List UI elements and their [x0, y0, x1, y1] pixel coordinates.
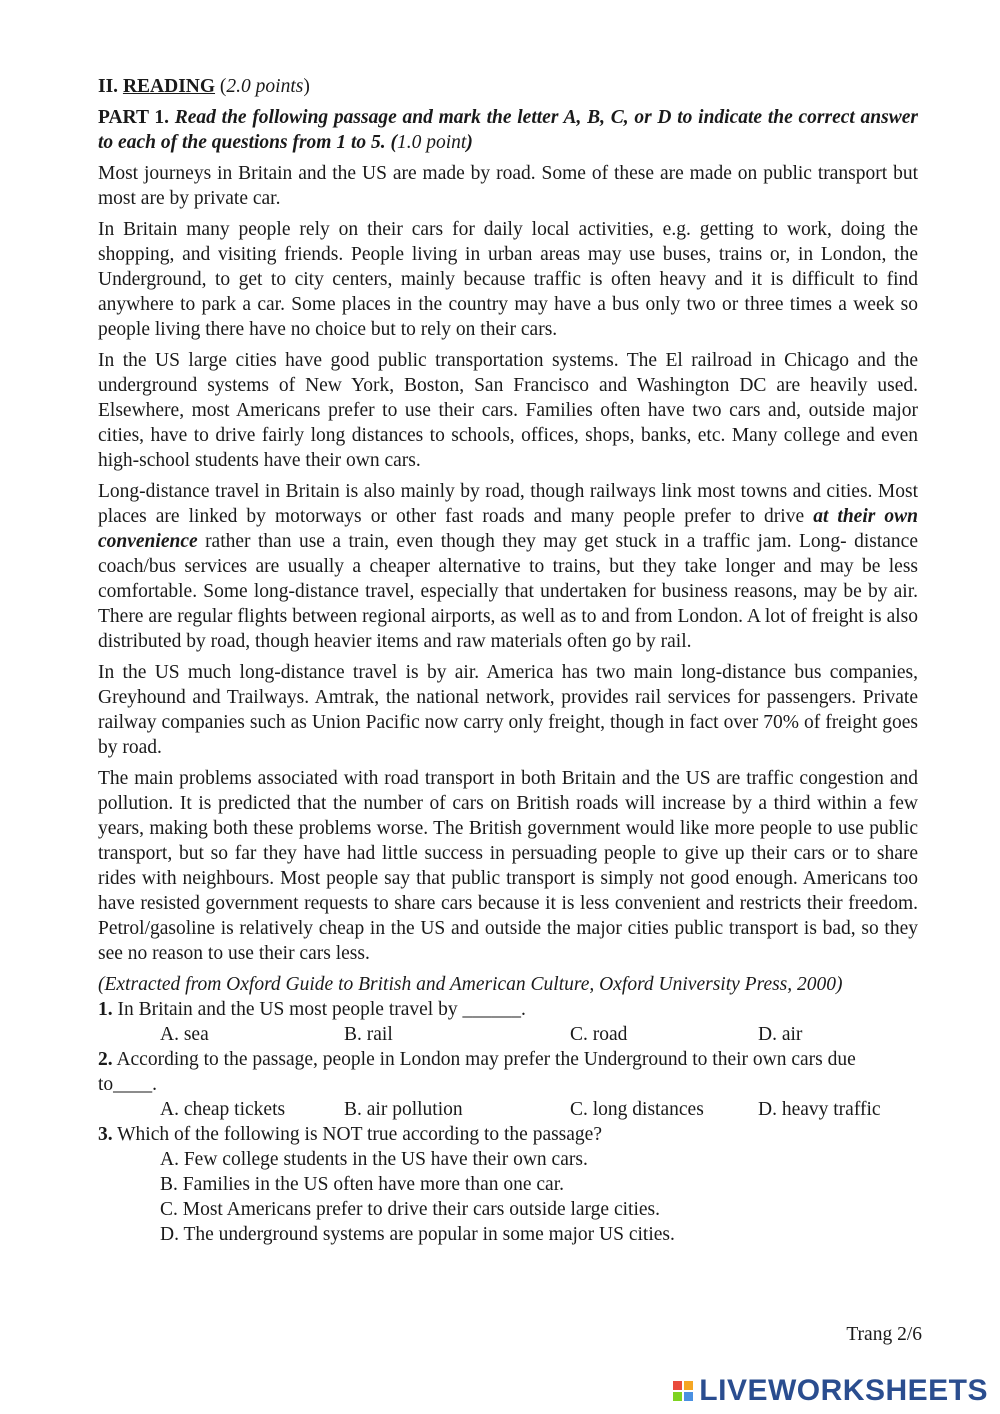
- question-1: [98, 997, 918, 1047]
- passage-paragraph-4: [98, 479, 918, 654]
- passage-p4-after: rather than use a train, even though they may get stuck in a traffic jam. Long- distance coach/bus services are usually a cheaper alternative to trains, but they take longer and may be less comfortable. Some long-distance travel, especially that undertaken for business reasons, may be by air. There are regular flights between regional airports, as well as to and from London. A lot of freight is also distributed by road, though heavier items and raw materials often go by rail.: [98, 531, 918, 652]
- question-2: [98, 1047, 918, 1122]
- logo-square-3: [673, 1392, 682, 1401]
- passage-paragraph-6: The main problems associated with road transport in both Britain and the US are traffic congestion and pollution. It is predicted that the number of cars on British roads will increase by a third within a few years, making both these problems worse. The British government would like more people to use public transport, but so far they have had little success in persuading people to give up their cars or to share rides with neighbours. Most people say that public transport is simply not good enough. Americans too have resisted government requests to share cars because it is less convenient and restricts their freedom. Petrol/gasoline is relatively cheap in the US and outside the major cities public transport is bad, so they see no reason to use their cars less.: [98, 768, 918, 964]
- liveworksheets-logo-text: LIVEWORKSHEETS: [699, 1374, 988, 1407]
- passage-paragraph-5: In the US much long-distance travel is by air. America has two main long-distance bus companies, Greyhound and Trailways. Amtrak, the national network, provides rail services for passengers. Private railway companies such as Union Pacific now carry only freight, though in fact over 70% of freight goes by road.: [98, 662, 918, 758]
- part1-instruction-text: Read the following passage and mark the letter A, B, C, or D to indicate the correct answer to each of the questions from 1 to 5. (: [98, 107, 918, 153]
- option-c[interactable]: C. long distances: [570, 1099, 704, 1120]
- question-options: [98, 1097, 918, 1122]
- section-title: II. READING (2.0 points): [98, 76, 310, 97]
- worksheet-page: [98, 74, 918, 1247]
- question-number: 2.: [98, 1049, 113, 1070]
- option-c[interactable]: C. road: [570, 1024, 628, 1045]
- passage-citation: (Extracted from Oxford Guide to British and American Culture, Oxford University Press, 2000): [98, 974, 843, 995]
- logo-square-4: [684, 1392, 693, 1401]
- liveworksheets-logo[interactable]: [673, 1374, 988, 1408]
- question-text: In Britain and the US most people travel by ______.: [117, 999, 526, 1020]
- part1-instruction-points: 1.0 point: [397, 132, 467, 153]
- question-text: According to the passage, people in London may prefer the Underground to their own cars due to____.: [98, 1049, 856, 1095]
- option-c[interactable]: C. Most Americans prefer to drive their cars outside large cities.: [160, 1199, 660, 1220]
- part1-label: PART 1.: [98, 107, 169, 128]
- part1-instruction-close: ): [466, 132, 473, 153]
- passage-p4-before: Long-distance travel in Britain is also mainly by road, though railways link most towns and cities. Most places are linked by motorways or other fast roads and many people prefer to drive: [98, 481, 918, 527]
- option-d[interactable]: D. air: [758, 1024, 803, 1045]
- option-d[interactable]: D. heavy traffic: [758, 1099, 881, 1120]
- option-b[interactable]: B. air pollution: [344, 1099, 463, 1120]
- question-options: [98, 1022, 918, 1047]
- option-b[interactable]: B. Families in the US often have more than one car.: [160, 1174, 564, 1195]
- option-b[interactable]: B. rail: [344, 1024, 393, 1045]
- logo-square-2: [684, 1381, 693, 1390]
- section-points: 2.0 points: [226, 76, 304, 97]
- passage-p4-emphasis: at their own convenience: [98, 506, 918, 552]
- question-3: [98, 1122, 918, 1247]
- liveworksheets-logo-icon: [673, 1381, 693, 1401]
- option-a[interactable]: A. Few college students in the US have their own cars.: [160, 1149, 588, 1170]
- logo-square-1: [673, 1381, 682, 1390]
- question-number: 3.: [98, 1124, 113, 1145]
- option-a[interactable]: A. sea: [160, 1024, 209, 1045]
- option-a[interactable]: A. cheap tickets: [160, 1099, 286, 1120]
- question-text: Which of the following is NOT true according to the passage?: [117, 1124, 602, 1145]
- part1-instruction: [98, 105, 918, 155]
- passage-paragraph-2: In Britain many people rely on their cars for daily local activities, e.g. getting to work, doing the shopping, and visiting friends. People living in urban areas may use buses, trains or, in London, the Underground, to get to city centers, mainly because traffic is often heavy and it is difficult to find anywhere to park a car. Some places in the country may have a bus only two or three times a week so people living there have no choice but to rely on their cars.: [98, 219, 918, 340]
- page-number: Trang 2/6: [846, 1324, 922, 1345]
- question-number: 1.: [98, 999, 113, 1020]
- passage-paragraph-3: In the US large cities have good public transportation systems. The El railroad in Chicago and the underground systems of New York, Boston, San Francisco and Washington DC are heavily used. Elsewhere, most Americans prefer to use their cars. Families often have two cars and, outside major cities, have to drive fairly long distances to schools, offices, shops, banks, etc. Many college and even high-school students have their own cars.: [98, 350, 918, 471]
- section-number: II.: [98, 76, 119, 97]
- option-d[interactable]: D. The underground systems are popular in some major US cities.: [160, 1224, 675, 1245]
- passage-paragraph-1: Most journeys in Britain and the US are made by road. Some of these are made on public transport but most are by private car.: [98, 163, 918, 209]
- section-name: READING: [122, 76, 216, 97]
